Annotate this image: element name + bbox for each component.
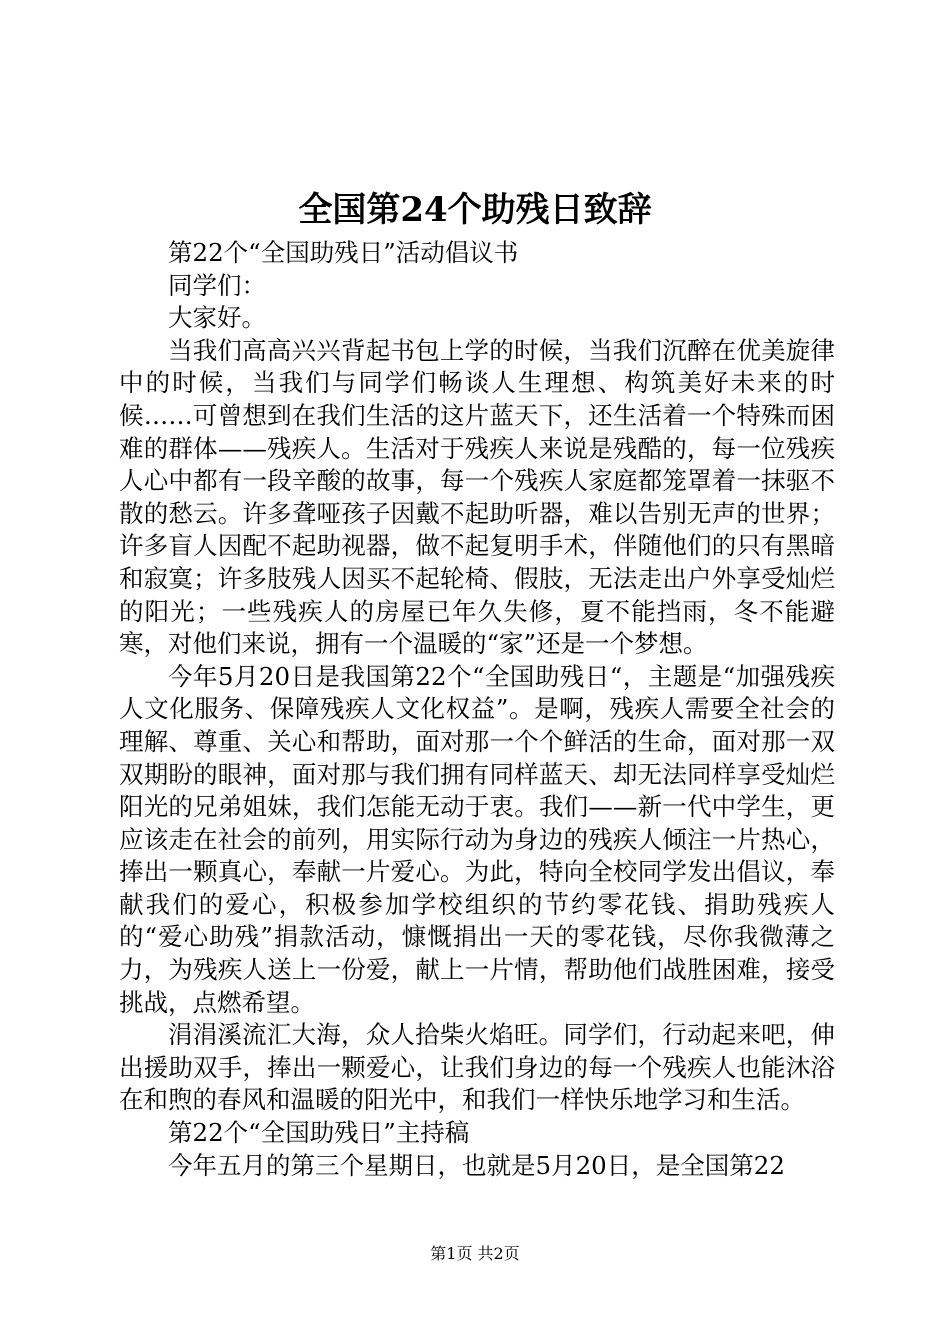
paragraph-heading-host: 第22个“全国助残日”主持稿 bbox=[168, 1118, 470, 1148]
paragraph-body-4: 今年五月的第三个星期日，也就是5月20日，是全国第22 bbox=[168, 1150, 785, 1180]
document-body bbox=[119, 237, 835, 1182]
page-footer: 第1页 共2页 bbox=[430, 1244, 520, 1263]
paragraph-heading-proposal: 第22个“全国助残日”活动倡议书 bbox=[168, 238, 519, 267]
paragraph-greeting: 同学们： bbox=[168, 270, 266, 300]
document-title: 全国第24个助残日致辞 bbox=[298, 190, 652, 230]
paragraph-body-2: 今年5月20日是我国第22个“全国助残日“，主题是“加强残疾人文化服务、保障残疾人文化权益”。是啊，残疾人需要全社会的理解、尊重、关心和帮助，面对那一个个鲜活的生命，面对那一双双期盼的眼神，面对那与我们拥有同样蓝天、却无法同样享受灿烂阳光的兄弟姐妹，我们怎能无动于衷。我们——新一代中学生，更应该走在社会的前列，用实际行动为身边的残疾人倾注一片热心，捧出一颗真心，奉献一片爱心。为此，特向全校同学发出倡议，奉献我们的爱心，积极参加学校组织的节约零花钱、捐助残疾人的“爱心助残”捐款活动，慷慨捐出一天的零花钱，尽你我微薄之力，为残疾人送上一份爱，献上一片情，帮助他们战胜困难，接受挑战，点燃希望。 bbox=[119, 661, 835, 1017]
paragraph-body-1: 当我们高高兴兴背起书包上学的时候，当我们沉醉在优美旋律中的时候，当我们与同学们畅谈人生理想、构筑美好未来的时候……可曾想到在我们生活的这片蓝天下，还生活着一个特殊而困难的群体——残疾人。生活对于残疾人来说是残酷的，每一位残疾人心中都有一段辛酸的故事，每一个残疾人家庭都笼罩着一抹驱不散的愁云。许多聋哑孩子因戴不起助听器，难以告别无声的世界；许多盲人因配不起助视器，做不起复明手术，伴随他们的只有黑暗和寂寞；许多肢残人因买不起轮椅、假肢，无法走出户外享受灿烂的阳光；一些残疾人的房屋已年久失修，夏不能挡雨，冬不能避寒，对他们来说，拥有一个温暖的“家”还是一个梦想。 bbox=[119, 335, 835, 659]
paragraph-hello: 大家好。 bbox=[168, 303, 266, 333]
paragraph-body-3: 涓涓溪流汇大海，众人拾柴火焰旺。同学们，行动起来吧，伸出援助双手，捧出一颗爱心，让我们身边的每一个残疾人也能沐浴在和煦的春风和温暖的阳光中，和我们一样快乐地学习和生活。 bbox=[119, 1020, 835, 1115]
